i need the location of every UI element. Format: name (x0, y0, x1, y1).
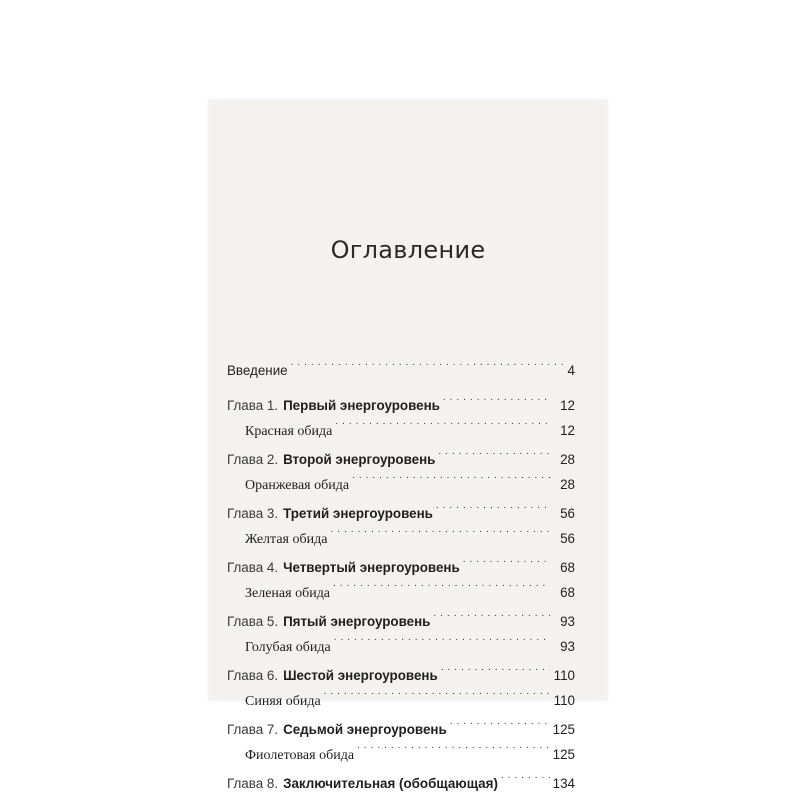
dot-leader (352, 464, 550, 489)
subentry-title: Голубая обида (245, 640, 331, 655)
chapter-number: Глава 6. (227, 668, 279, 683)
dot-leader (443, 385, 550, 410)
toc-subentry-5 (227, 626, 575, 653)
page-number: 56 (560, 531, 575, 546)
dot-leader (357, 734, 550, 759)
chapter-number: Глава 8. (227, 776, 279, 791)
page-number: 28 (560, 477, 575, 492)
page-number: 12 (560, 398, 575, 413)
page-number: 125 (552, 722, 575, 737)
chapter-number: Глава 3. (227, 506, 279, 521)
page-title: Оглавление (330, 236, 486, 264)
chapter-number: Глава 7. (227, 722, 279, 737)
chapter-title: Пятый энергоуровень (283, 614, 431, 629)
dot-leader (501, 763, 550, 788)
toc-subentry-7 (227, 734, 575, 761)
dot-leader (333, 572, 550, 597)
page-number: 56 (560, 506, 575, 521)
dot-leader (450, 709, 550, 734)
chapter-number: Глава 4. (227, 560, 279, 575)
dot-leader (330, 518, 550, 543)
page-number: 4 (567, 363, 575, 378)
toc-subentry-2 (227, 464, 575, 491)
chapter-title: Заключительная (обобщающая) (283, 776, 498, 791)
subentry-title: Оранжевая обида (245, 478, 350, 493)
chapter-number: Глава 5. (227, 614, 279, 629)
subentry-title: Фиолетовая обида (245, 748, 355, 763)
book-page (209, 100, 607, 791)
subentry-title: Зеленая обида (245, 586, 331, 601)
chapter-title: Четвертый энергоуровень (283, 560, 460, 575)
page-number: 68 (560, 585, 575, 600)
page-number: 125 (552, 747, 575, 762)
toc-subentry-6 (227, 680, 575, 707)
subentry-title: Синяя обида (245, 694, 321, 709)
chapter-title: Первый энергоуровень (283, 398, 440, 413)
toc-chapter-1 (227, 385, 575, 413)
dot-leader (324, 680, 550, 705)
table-of-contents (227, 350, 575, 791)
dot-leader (335, 410, 550, 435)
page-number: 93 (560, 614, 575, 629)
chapter-title: Второй энергоуровень (283, 452, 436, 467)
chapter-title: Шестой энергоуровень (283, 668, 438, 683)
chapter-number: Глава 1. (227, 398, 279, 413)
dot-leader (334, 626, 550, 651)
toc-entry-label: Введение (227, 363, 288, 378)
dot-leader (438, 439, 550, 464)
toc-subentry-1 (227, 410, 575, 437)
dot-leader (291, 350, 565, 375)
chapter-title: Третий энергоуровень (283, 506, 433, 521)
dot-leader (433, 601, 550, 626)
page-number: 93 (560, 639, 575, 654)
page-number: 12 (560, 423, 575, 438)
chapter-number: Глава 2. (227, 452, 279, 467)
dot-leader (436, 493, 550, 518)
page-number: 28 (560, 452, 575, 467)
page-number: 110 (553, 668, 575, 683)
page-number: 110 (553, 693, 575, 708)
dot-leader (463, 547, 550, 572)
toc-entry-intro (227, 350, 575, 378)
dot-leader (441, 655, 550, 680)
subentry-title: Красная обида (245, 424, 333, 439)
toc-subentry-3 (227, 518, 575, 545)
chapter-title: Седьмой энергоуровень (283, 722, 447, 737)
subentry-title: Желтая обида (245, 532, 328, 547)
toc-subentry-4 (227, 572, 575, 599)
page-number: 68 (560, 560, 575, 575)
page-number: 134 (552, 776, 575, 791)
